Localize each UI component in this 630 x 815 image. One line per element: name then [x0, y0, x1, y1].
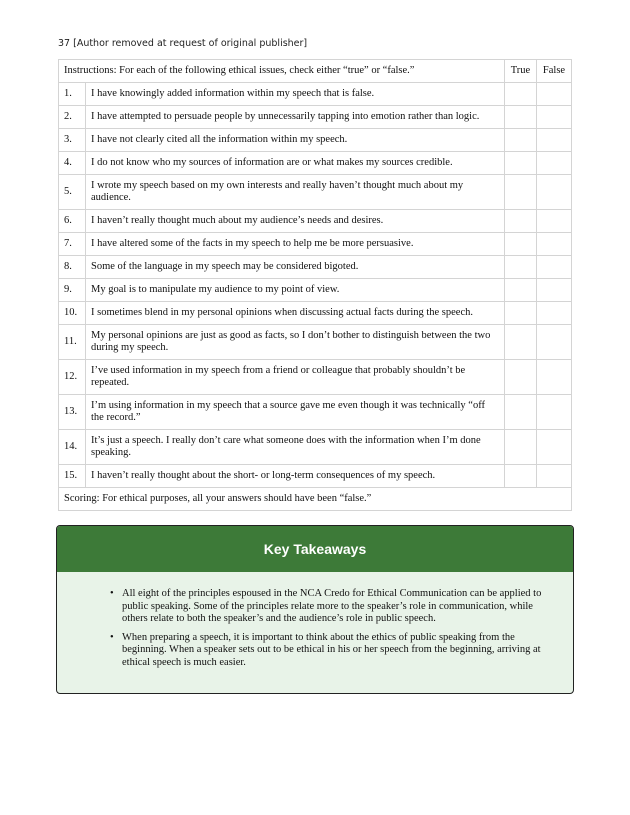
row-statement: My personal opinions are just as good as facts, so I don’t bother to distinguish between the two during my speech.	[86, 325, 505, 360]
false-checkbox-cell[interactable]	[537, 302, 572, 325]
false-checkbox-cell[interactable]	[537, 360, 572, 395]
true-checkbox-cell[interactable]	[505, 395, 537, 430]
row-number: 5.	[59, 175, 86, 210]
true-checkbox-cell[interactable]	[505, 83, 537, 106]
false-checkbox-cell[interactable]	[537, 465, 572, 488]
row-statement: I wrote my speech based on my own interests and really haven’t thought much about my audience.	[86, 175, 505, 210]
row-number: 3.	[59, 129, 86, 152]
false-checkbox-cell[interactable]	[537, 210, 572, 233]
row-number: 12.	[59, 360, 86, 395]
table-row	[59, 210, 572, 233]
false-checkbox-cell[interactable]	[537, 395, 572, 430]
false-checkbox-cell[interactable]	[537, 129, 572, 152]
row-statement: I’m using information in my speech that a source gave me even though it was technically “off the record.”	[86, 395, 505, 430]
row-statement: I have not clearly cited all the information within my speech.	[86, 129, 505, 152]
true-checkbox-cell[interactable]	[505, 152, 537, 175]
true-checkbox-cell[interactable]	[505, 360, 537, 395]
row-statement: I have attempted to persuade people by unnecessarily tapping into emotion rather than logic.	[86, 106, 505, 129]
true-checkbox-cell[interactable]	[505, 256, 537, 279]
row-statement: I haven’t really thought much about my audience’s needs and desires.	[86, 210, 505, 233]
true-checkbox-cell[interactable]	[505, 302, 537, 325]
true-checkbox-cell[interactable]	[505, 233, 537, 256]
table-row	[59, 465, 572, 488]
ethics-checklist-table	[58, 59, 572, 511]
row-number: 11.	[59, 325, 86, 360]
table-row	[59, 152, 572, 175]
key-takeaways-list	[57, 572, 573, 669]
row-statement: I have altered some of the facts in my speech to help me be more persuasive.	[86, 233, 505, 256]
false-checkbox-cell[interactable]	[537, 175, 572, 210]
row-statement: I haven’t really thought about the short- or long-term consequences of my speech.	[86, 465, 505, 488]
table-row	[59, 325, 572, 360]
row-statement: Some of the language in my speech may be considered bigoted.	[86, 256, 505, 279]
table-row	[59, 430, 572, 465]
false-checkbox-cell[interactable]	[537, 279, 572, 302]
true-checkbox-cell[interactable]	[505, 279, 537, 302]
table-row	[59, 256, 572, 279]
row-statement: I have knowingly added information within my speech that is false.	[86, 83, 505, 106]
true-checkbox-cell[interactable]	[505, 465, 537, 488]
key-takeaways-box	[56, 525, 574, 694]
true-checkbox-cell[interactable]	[505, 106, 537, 129]
row-number: 14.	[59, 430, 86, 465]
false-checkbox-cell[interactable]	[537, 233, 572, 256]
takeaway-text: All eight of the principles espoused in the NCA Credo for Ethical Communication can be applied to public speaking. Some of the principles relate more to the speaker’s role in communication, while others relate to both the speaker’s and the audience’s role in public speech.	[122, 588, 542, 624]
row-statement: My goal is to manipulate my audience to my point of view.	[86, 279, 505, 302]
table-row	[59, 395, 572, 430]
list-item	[110, 631, 559, 670]
row-number: 10.	[59, 302, 86, 325]
row-number: 9.	[59, 279, 86, 302]
row-number: 13.	[59, 395, 86, 430]
true-checkbox-cell[interactable]	[505, 175, 537, 210]
row-number: 8.	[59, 256, 86, 279]
row-number: 15.	[59, 465, 86, 488]
true-checkbox-cell[interactable]	[505, 430, 537, 465]
false-checkbox-cell[interactable]	[537, 325, 572, 360]
row-statement: I do not know who my sources of information are or what makes my sources credible.	[86, 152, 505, 175]
table-row	[59, 83, 572, 106]
table-row	[59, 302, 572, 325]
false-column-header: False	[537, 60, 572, 83]
false-checkbox-cell[interactable]	[537, 83, 572, 106]
table-row	[59, 233, 572, 256]
page-header: 37 [Author removed at request of original publisher]	[58, 38, 308, 49]
scoring-row	[59, 488, 572, 511]
instructions-cell: Instructions: For each of the following ethical issues, check either “true” or “false.”	[59, 60, 505, 83]
row-statement: I’ve used information in my speech from a friend or colleague that probably shouldn’t be repeated.	[86, 360, 505, 395]
key-takeaways-title: Key Takeaways	[57, 526, 573, 572]
row-statement: I sometimes blend in my personal opinions when discussing actual facts during the speech.	[86, 302, 505, 325]
row-number: 1.	[59, 83, 86, 106]
true-checkbox-cell[interactable]	[505, 210, 537, 233]
bullet-icon: •	[110, 588, 114, 599]
list-item	[110, 588, 559, 626]
table-row	[59, 175, 572, 210]
takeaway-text: When preparing a speech, it is important to think about the ethics of public speaking from the beginning. When a speaker sets out to be ethical in his or her speech from the beginning, arriving at ethical speech is much easier.	[122, 631, 541, 668]
row-number: 6.	[59, 210, 86, 233]
row-number: 7.	[59, 233, 86, 256]
false-checkbox-cell[interactable]	[537, 152, 572, 175]
scoring-note: Scoring: For ethical purposes, all your answers should have been “false.”	[59, 488, 572, 511]
false-checkbox-cell[interactable]	[537, 106, 572, 129]
false-checkbox-cell[interactable]	[537, 430, 572, 465]
table-row	[59, 279, 572, 302]
row-number: 4.	[59, 152, 86, 175]
table-row	[59, 360, 572, 395]
table-row	[59, 129, 572, 152]
table-header-row	[59, 60, 572, 83]
bullet-icon: •	[110, 631, 114, 643]
true-checkbox-cell[interactable]	[505, 129, 537, 152]
true-checkbox-cell[interactable]	[505, 325, 537, 360]
row-number: 2.	[59, 106, 86, 129]
row-statement: It’s just a speech. I really don’t care what someone does with the information when I’m done speaking.	[86, 430, 505, 465]
table-row	[59, 106, 572, 129]
true-column-header: True	[505, 60, 537, 83]
false-checkbox-cell[interactable]	[537, 256, 572, 279]
